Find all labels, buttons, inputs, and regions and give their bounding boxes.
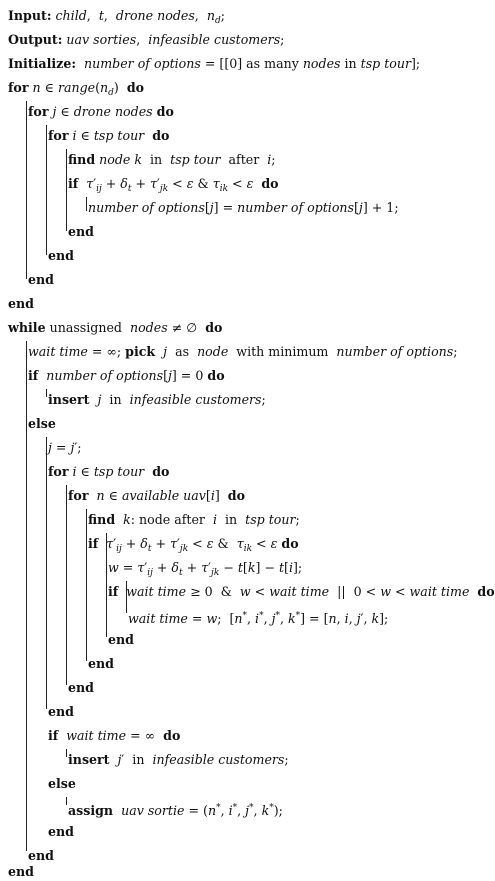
algorithm-line: if wait time = ∞ do bbox=[48, 728, 181, 743]
algorithm-line: Initialize: number of options = [[0] as many nodes in tsp tour]; bbox=[8, 56, 421, 71]
algorithm-line: end bbox=[48, 824, 74, 839]
algorithm-line: wait time = w; [n*, i*, j*, k*] = [n, i, j′, k]; bbox=[128, 611, 389, 626]
algorithm-line: find k: node after i in tsp tour; bbox=[88, 512, 300, 527]
indent-guide-line bbox=[26, 101, 27, 279]
indent-guide-line bbox=[66, 149, 67, 231]
indent-guide-line bbox=[126, 581, 127, 613]
indent-guide-line bbox=[86, 197, 87, 211]
algorithm-line: find node k in tsp tour after i; bbox=[68, 152, 276, 167]
indent-guide-line bbox=[46, 125, 47, 255]
algorithm-line: j = j′; bbox=[48, 440, 82, 455]
algorithm-line: if $\tau'_{ij} + \delta_t + \tau'_{jk} < \varepsilon$ & $\tau_{ik} < \varepsilon$ do bbox=[88, 536, 299, 554]
indent-guide-line bbox=[46, 437, 47, 709]
algorithm-line: for i ∈ tsp tour do bbox=[48, 464, 170, 479]
algorithm-line: wait time = ∞; pick j as node with minimum number of options; bbox=[28, 344, 458, 359]
algorithm-line: $w = \tau'_{ij} + \delta_t + \tau'_{jk} - t[k] - t[i]$; bbox=[108, 560, 303, 578]
algorithm-line: if $\tau'_{ij} + \delta_t + \tau'_{jk} < \varepsilon$ & $\tau_{ik} < \varepsilon$ do bbox=[68, 176, 279, 194]
algorithm-line: for i ∈ tsp tour do bbox=[48, 128, 170, 143]
algorithm-line: insert j in infeasible customers; bbox=[48, 392, 266, 407]
algorithm-line: end bbox=[8, 296, 34, 311]
algorithm-line: assign uav sortie = (n*, i*, j*, k*); bbox=[68, 803, 283, 818]
algorithm-line: end bbox=[88, 656, 114, 671]
algorithm-line: Input: child, t, drone nodes, $n_d$; bbox=[8, 8, 225, 26]
algorithm-line: if number of options[j] = 0 do bbox=[28, 368, 225, 383]
algorithm-line: end bbox=[48, 704, 74, 719]
algorithm-line: end bbox=[68, 680, 94, 695]
algorithm-line: Output: uav sorties, infeasible customers; bbox=[8, 32, 285, 47]
algorithm-line: else bbox=[48, 776, 76, 791]
indent-guide-line bbox=[66, 797, 67, 805]
algorithm-line: for n ∈ available uav[i] do bbox=[68, 488, 246, 503]
algorithm-line: insert j′ in infeasible customers; bbox=[68, 752, 289, 767]
algorithm-line: number of options[j] = number of options[j] + 1; bbox=[88, 200, 399, 215]
algorithm-line: for j ∈ drone nodes do bbox=[28, 104, 174, 119]
indent-guide-line bbox=[66, 485, 67, 685]
algorithm-line: else bbox=[28, 416, 56, 431]
algorithm-line: end bbox=[28, 848, 54, 863]
indent-guide-line bbox=[46, 389, 47, 397]
algorithm-line: end bbox=[108, 632, 134, 647]
algorithm-line: for n ∈ $range(n_d)$ do bbox=[8, 80, 145, 98]
algorithm-line: while unassigned nodes ≠ ∅ do bbox=[8, 320, 223, 335]
algorithm-line: end bbox=[8, 864, 34, 879]
algorithm-line: end bbox=[68, 224, 94, 239]
indent-guide-line bbox=[26, 341, 27, 851]
indent-guide-line bbox=[106, 533, 107, 637]
algorithm-line: end bbox=[48, 248, 74, 263]
algorithm-line: end bbox=[28, 272, 54, 287]
indent-guide-line bbox=[66, 749, 67, 757]
indent-guide-line bbox=[86, 509, 87, 661]
algorithm-line: if wait time ≥ 0 & w < wait time || 0 < w < wait time do bbox=[108, 584, 495, 599]
